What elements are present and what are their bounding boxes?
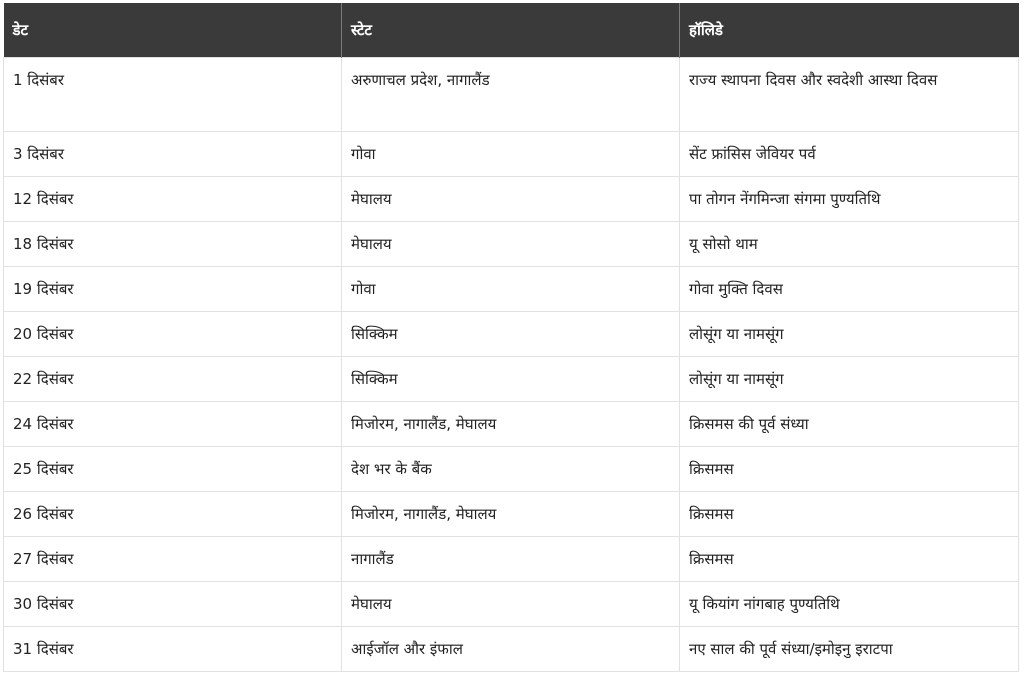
holiday-cell: क्रिसमस	[680, 446, 1019, 491]
holiday-table	[3, 3, 1019, 672]
state-cell: नागालैंड	[342, 536, 680, 581]
holiday-table-container	[3, 3, 1018, 672]
state-cell: सिक्किम	[342, 356, 680, 401]
date-cell: 20 दिसंबर	[4, 311, 342, 356]
table-row	[4, 176, 1019, 221]
date-cell: 22 दिसंबर	[4, 356, 342, 401]
table-row	[4, 626, 1019, 671]
table-row	[4, 131, 1019, 176]
holiday-cell: पा तोगन नेंगमिन्जा संगमा पुण्यतिथि	[680, 176, 1019, 221]
date-cell: 26 दिसंबर	[4, 491, 342, 536]
table-row	[4, 581, 1019, 626]
date-cell: 1 दिसंबर	[4, 57, 342, 131]
holiday-cell: सेंट फ्रांसिस जेवियर पर्व	[680, 131, 1019, 176]
holiday-cell: यू सोसो थाम	[680, 221, 1019, 266]
state-cell: देश भर के बैंक	[342, 446, 680, 491]
date-cell: 30 दिसंबर	[4, 581, 342, 626]
date-cell: 25 दिसंबर	[4, 446, 342, 491]
table-row	[4, 401, 1019, 446]
state-cell: मिजोरम, नागालैंड, मेघालय	[342, 491, 680, 536]
date-cell: 18 दिसंबर	[4, 221, 342, 266]
table-row	[4, 221, 1019, 266]
table-row	[4, 446, 1019, 491]
state-cell: मेघालय	[342, 176, 680, 221]
state-cell: मेघालय	[342, 221, 680, 266]
table-row	[4, 536, 1019, 581]
header-holiday: हॉलिडे	[680, 3, 1019, 57]
header-state: स्टेट	[342, 3, 680, 57]
holiday-cell: यू कियांग नांगबाह पुण्यतिथि	[680, 581, 1019, 626]
header-date: डेट	[4, 3, 342, 57]
header-row	[4, 3, 1019, 57]
state-cell: गोवा	[342, 266, 680, 311]
holiday-cell: लोसूंग या नामसूंग	[680, 311, 1019, 356]
holiday-cell: क्रिसमस	[680, 491, 1019, 536]
holiday-cell: लोसूंग या नामसूंग	[680, 356, 1019, 401]
date-cell: 24 दिसंबर	[4, 401, 342, 446]
date-cell: 27 दिसंबर	[4, 536, 342, 581]
holiday-cell: गोवा मुक्ति दिवस	[680, 266, 1019, 311]
state-cell: मेघालय	[342, 581, 680, 626]
holiday-cell: नए साल की पूर्व संध्या/इमोइनु इराटपा	[680, 626, 1019, 671]
date-cell: 3 दिसंबर	[4, 131, 342, 176]
holiday-cell: राज्य स्थापना दिवस और स्वदेशी आस्था दिवस	[680, 57, 1019, 131]
date-cell: 19 दिसंबर	[4, 266, 342, 311]
table-row	[4, 491, 1019, 536]
table-row	[4, 57, 1019, 131]
state-cell: मिजोरम, नागालैंड, मेघालय	[342, 401, 680, 446]
table-row	[4, 311, 1019, 356]
table-row	[4, 356, 1019, 401]
table-body	[4, 57, 1019, 671]
state-cell: गोवा	[342, 131, 680, 176]
date-cell: 12 दिसंबर	[4, 176, 342, 221]
state-cell: आईजॉल और इंफाल	[342, 626, 680, 671]
state-cell: सिक्किम	[342, 311, 680, 356]
date-cell: 31 दिसंबर	[4, 626, 342, 671]
holiday-cell: क्रिसमस	[680, 536, 1019, 581]
holiday-cell: क्रिसमस की पूर्व संध्या	[680, 401, 1019, 446]
state-cell: अरुणाचल प्रदेश, नागालैंड	[342, 57, 680, 131]
table-header	[4, 3, 1019, 57]
table-row	[4, 266, 1019, 311]
